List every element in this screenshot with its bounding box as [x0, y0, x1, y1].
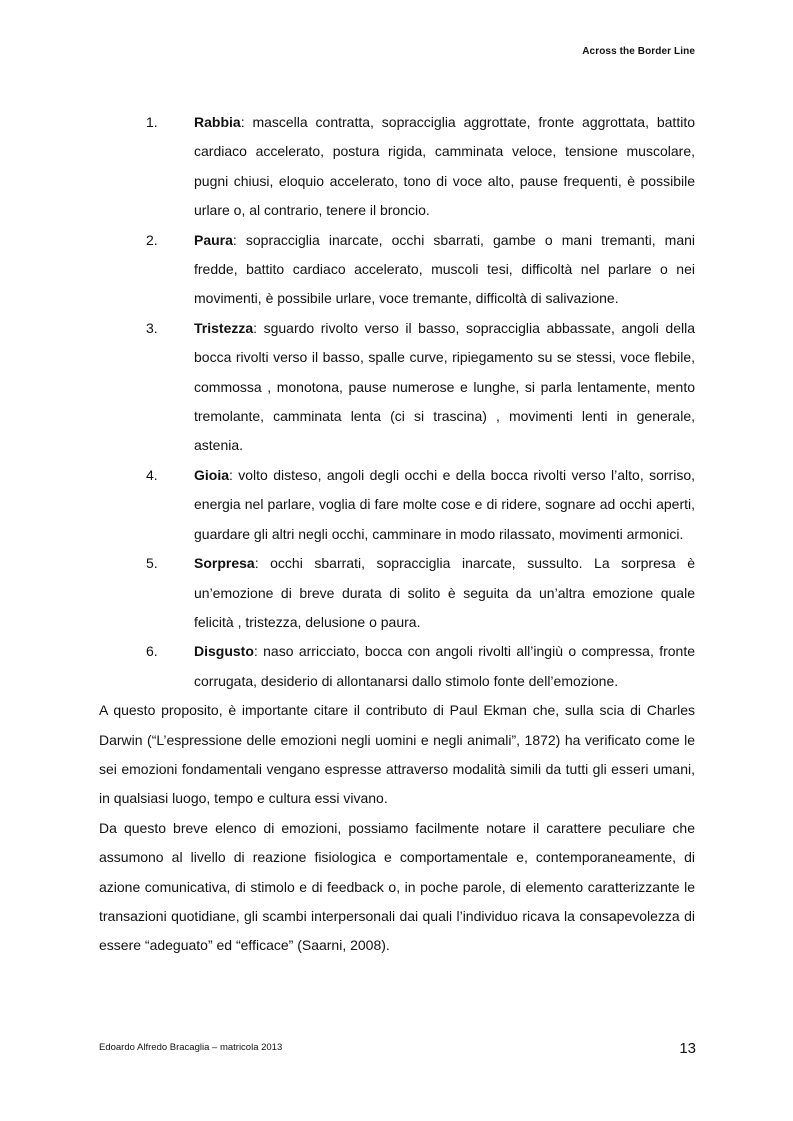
item-number: 5. — [146, 555, 158, 572]
page-body — [99, 108, 695, 961]
list-item — [99, 314, 695, 461]
list-item — [99, 461, 695, 549]
emotion-description: : sguardo rivolto verso il basso, sopracciglia abbassate, angoli della bocca rivolti verso il basso, spalle curve, ripiegamento su se stessi, voce flebile, commossa , monotona, pause numerose e lunghe, si parla lentamente, mento tremolante, camminata lenta (ci si trascina) , movimenti lenti in generale, astenia. — [194, 319, 695, 454]
item-number: 1. — [146, 114, 158, 130]
emotions-list — [99, 108, 695, 696]
item-text — [194, 637, 695, 696]
item-text — [194, 549, 695, 637]
item-text — [194, 108, 695, 226]
paragraph-conclusion: Da questo breve elenco di emozioni, possiamo facilmente notare il carattere peculiare che assumono al livello di reazione fisiologica e comportamentale e, contemporaneamente, di azione comunicativa, di stimolo e di feedback o, in poche parole, di elemento caratterizzante le transazioni quotidiane, gli scambi interpersonali dai quali l’individuo ricava la consapevolezza di essere “adeguato” ed “efficace” (Saarni, 2008). — [99, 819, 695, 954]
emotion-term: Tristezza — [194, 319, 254, 336]
emotion-term: Gioia — [194, 466, 230, 483]
emotion-description: : mascella contratta, sopracciglia aggrottate, fronte aggrottata, battito cardiaco accelerato, postura rigida, camminata veloce, tensione muscolare, pugni chiusi, eloquio accelerato, tono di voce alto, pause frequenti, è possibile urlare o, al contrario, tenere il broncio. — [194, 114, 695, 219]
emotion-term: Paura — [194, 231, 233, 248]
list-item — [99, 226, 695, 314]
item-text — [194, 226, 695, 314]
list-item — [99, 637, 695, 696]
item-number: 4. — [146, 466, 158, 483]
emotion-term: Sorpresa — [194, 555, 255, 572]
footer-author: Edoardo Alfredo Bracaglia – matricola 2013 — [99, 1042, 283, 1053]
item-number: 2. — [146, 231, 158, 248]
list-item — [99, 108, 695, 226]
emotion-description: : occhi sbarrati, sopracciglia inarcate, sussulto. La sorpresa è un’emozione di breve durata di solito è seguita da un’altra emozione quale felicità , tristezza, delusione o paura. — [194, 555, 695, 630]
emotion-description: : volto disteso, angoli degli occhi e della bocca rivolti verso l’alto, sorriso, energia nel parlare, voglia di fare molte cose e di ridere, sognare ad occhi aperti, guardare gli altri negli occhi, camminare in modo rilassato, movimenti armonici. — [194, 466, 695, 542]
paragraph-ekman: A questo proposito, è importante citare il contributo di Paul Ekman che, sulla scia di Charles Darwin (“L’espressione delle emozioni negli uomini e negli animali”, 1872) ha verificato come le sei emozioni fondamentali vengano espresse attraverso modalità simili da tutti gli esseri umani, in qualsiasi luogo, tempo e cultura essi vivano. — [99, 702, 695, 807]
item-number: 3. — [146, 319, 158, 336]
emotion-description: : naso arricciato, bocca con angoli rivolti all’ingiù o compressa, fronte corrugata, desiderio di allontanarsi dallo stimolo fonte dell’emozione. — [194, 643, 695, 689]
emotion-term: Rabbia — [194, 114, 241, 130]
list-item — [99, 549, 695, 637]
page-number: 13 — [679, 1040, 696, 1057]
emotion-description: : sopracciglia inarcate, occhi sbarrati, gambe o mani tremanti, mani fredde, battito cardiaco accelerato, muscoli tesi, difficoltà nel parlare o nei movimenti, è possibile urlare, voce tremante, difficoltà di salivazione. — [194, 231, 695, 307]
running-header: Across the Border Line — [582, 46, 695, 57]
emotion-term: Disgusto — [194, 643, 254, 660]
item-number: 6. — [146, 643, 158, 660]
item-text — [194, 461, 695, 549]
item-text — [194, 314, 695, 461]
